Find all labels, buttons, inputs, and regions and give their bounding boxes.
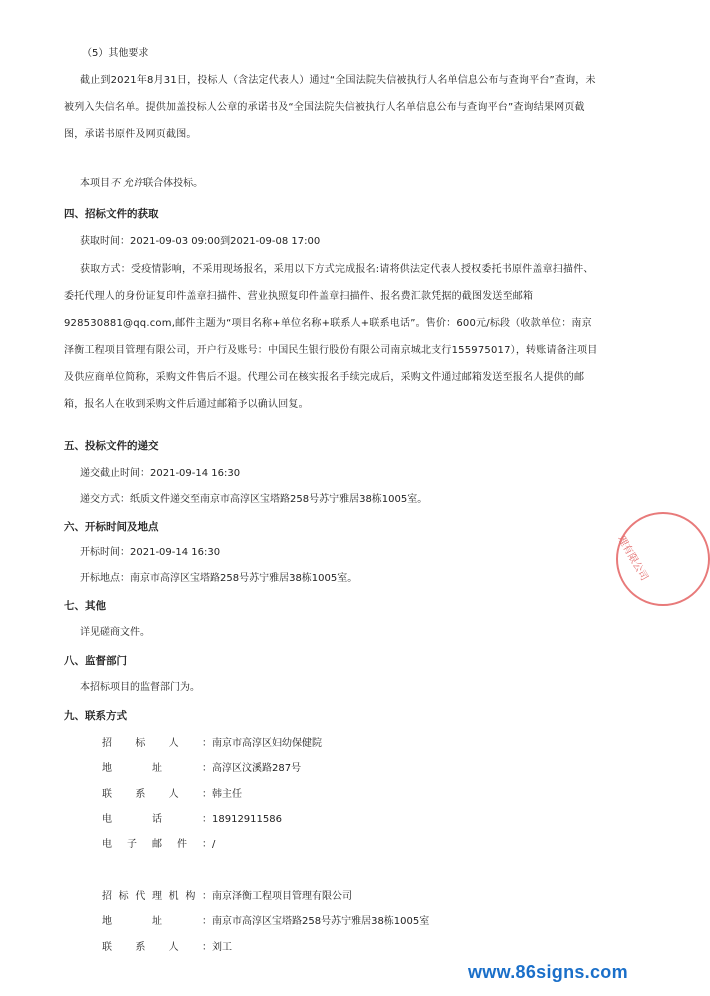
section-title-opening: 六、开标时间及地点 [64,521,159,533]
obtain-time: 获取时间：2021-09-03 09:00到2021-09-08 17:00 [80,236,321,247]
contact-row: 电子邮件： / [102,839,216,850]
supervision-text: 本招标项目的监督部门为。 [80,682,200,693]
section-title-contact: 九、联系方式 [64,710,127,722]
consortium-prefix: 本项目 [80,178,110,189]
contact-row: 地址： 高淳区汶溪路287号 [102,763,302,774]
other-requirements-text: 截止到2021年8月31日，投标人（含法定代表人）通过“全国法院失信被执行人名单信息公布与查询平台”查询，未被列入失信名单。提供加盖投标人公章的承诺书及“全国法院失信被执行人名单信息公布与查询平台”查询结果网页截图，承诺书原件及网页截图。 [64,75,596,140]
red-seal-stamp [616,512,710,606]
section-title-obtain: 四、招标文件的获取 [64,208,159,220]
stamp-text: 理有限公司 [615,534,650,583]
contact-row: 联系人： 韩主任 [102,789,242,800]
other-requirements-title: （5）其他要求 [82,48,149,59]
consortium-line [80,177,203,191]
submit-deadline: 递交截止时间：2021-09-14 16:30 [80,468,241,479]
consortium-suffix: 联合体投标。 [143,178,204,189]
contact-row: 招标人： 南京市高淳区妇幼保健院 [102,738,322,749]
opening-place: 开标地点：南京市高淳区宝塔路258号苏宁雅居38栋1005室。 [80,573,358,584]
section-title-other: 七、其他 [64,600,106,612]
submit-place: 递交方式：纸质文件递交至南京市高淳区宝塔路258号苏宁雅居38栋1005室。 [80,494,428,505]
obtain-method: 获取方式：受疫情影响，不采用现场报名，采用以下方式完成报名:请将供法定代表人授权委托书原件盖章扫描件、委托代理人的身份证复印件盖章扫描件、营业执照复印件盖章扫描件、报名费汇款凭据的截图发送至邮箱928530881@qq.com,邮件主题为“项目名称+单位名称+联系人+联系电话”。售价：600元/标段（收款单位：南京泽衡工程项目管理有限公司，开户行及账号：中国民生银行股份有限公司南京城北支行155975017），转账请备注项目及供应商单位简称，采购文件售后不退。代理公司在核实报名手续完成后，采购文件通过邮箱发送至报名人提供的邮箱，报名人在收到采购文件后通过邮箱予以确认回复。 [64,264,598,410]
contact-row: 地址： 南京市高淳区宝塔路258号苏宁雅居38栋1005室 [102,916,430,927]
contact-row: 联系人： 刘工 [102,942,232,953]
opening-time: 开标时间：2021-09-14 16:30 [80,547,221,558]
watermark-text: www.86signs.com [468,962,628,982]
section-title-submit: 五、投标文件的递交 [64,440,159,452]
other-text: 详见磋商文件。 [80,627,150,638]
section-title-supervision: 八、监督部门 [64,655,127,667]
consortium-handwritten: 不 允许 [110,178,144,189]
contact-row: 招标代理机构： 南京泽衡工程项目管理有限公司 [102,891,352,902]
contact-row: 电话： 18912911586 [102,814,282,825]
